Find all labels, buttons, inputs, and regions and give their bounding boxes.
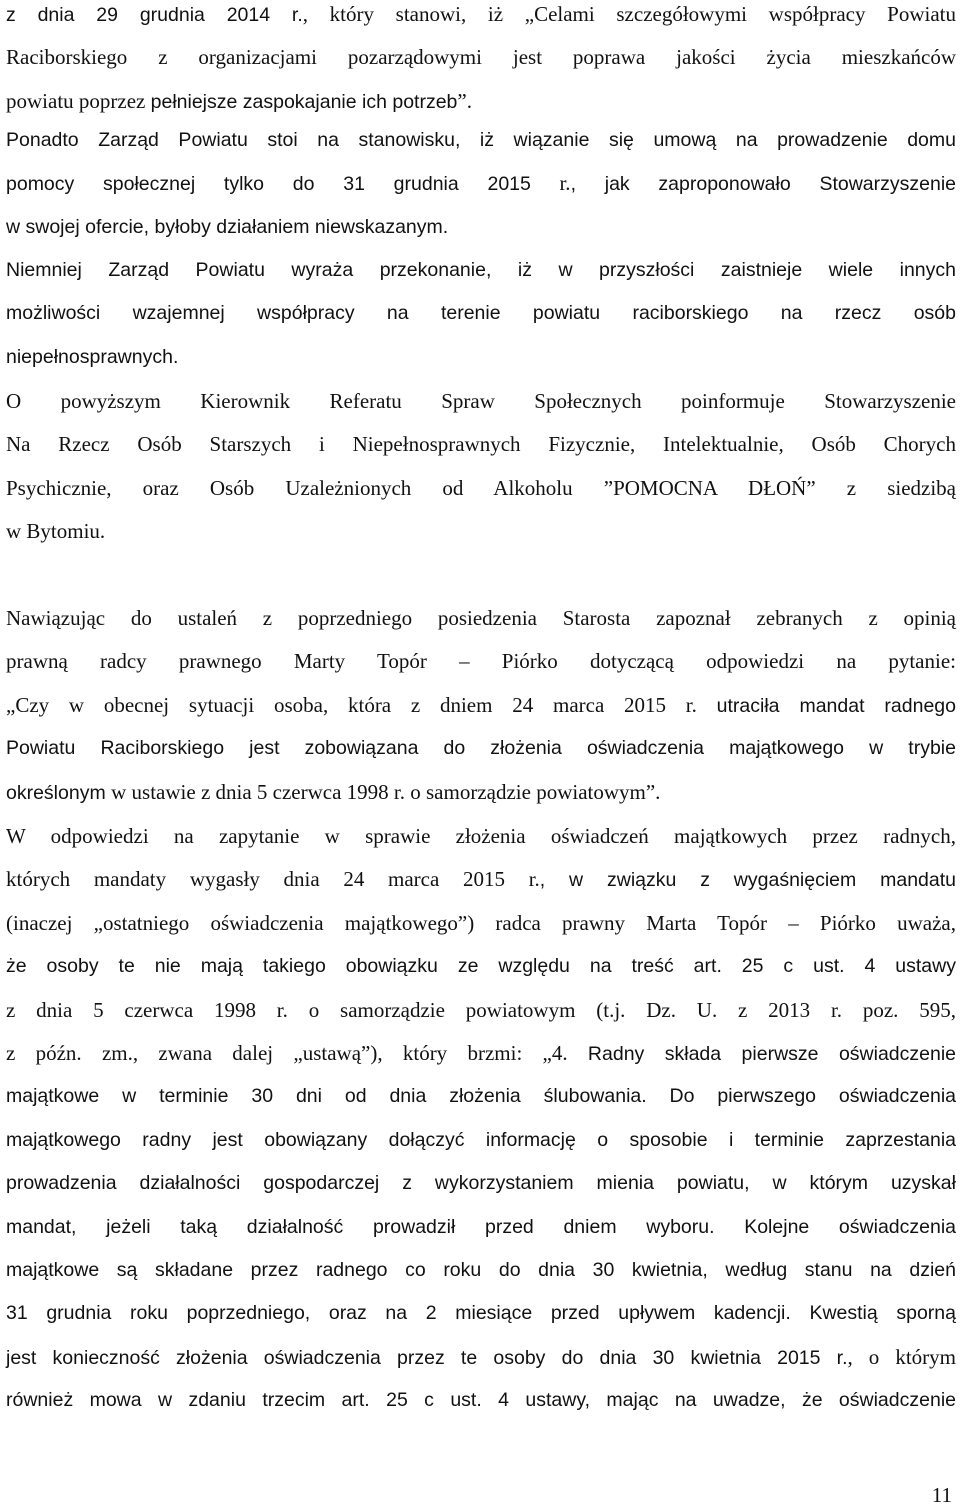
text-run: Niemniej Zarząd Powiatu wyraża przekonanie, iż w przyszłości zaistnieje wiele innych — [6, 259, 956, 281]
text-run: , jak zaproponowało Stowarzyszenie — [570, 173, 956, 196]
text-line — [6, 1206, 956, 1249]
text-run: Radny składa pierwsze oświadczenie — [587, 1042, 957, 1065]
text-run: 31 grudnia roku poprzedniego, oraz na 2 miesiące przed upływem kadencji. Kwestią sporną — [6, 1302, 956, 1325]
text-line — [6, 292, 956, 335]
text-run: , który stanowi, iż „Celami szczegółowymi współpracy Powiatu — [302, 2, 956, 26]
text-run: których mandaty wygasły dnia 24 marca 2015 r. — [6, 867, 540, 892]
text-run: majątkowe są składane przez radnego co roku do dnia 30 kwietnia, według stanu na dzień — [6, 1258, 956, 1281]
text-run: Raciborskiego z organizacjami pozarządowymi jest poprawa jakości życia mieszkańców — [6, 45, 956, 70]
text-run: w Bytomiu. — [6, 519, 106, 544]
text-run: jest konieczność złożenia oświadczenia przez te osoby do dnia 30 kwietnia 2015 r. — [6, 1346, 848, 1369]
text-line — [6, 1249, 956, 1292]
text-run: Powiatu Raciborskiego jest zobowiązana do złożenia oświadczenia majątkowego w trybie — [6, 737, 956, 760]
text-line — [6, 597, 956, 640]
text-run: pomocy społecznej tylko do 31 grudnia 2015 — [6, 173, 531, 196]
text-line — [6, 336, 956, 379]
text-run: niepełnosprawnych. — [6, 345, 179, 368]
text-run: „Czy w obecnej sytuacji osoba, która z dniem 24 marca 2015 r. — [6, 692, 717, 717]
text-line — [6, 510, 956, 553]
text-line — [6, 162, 956, 205]
text-run: mandat, jeżeli taką działalność prowadził przed dniem wyboru. Kolejne oświadczenia — [6, 1215, 956, 1238]
text-line — [6, 0, 956, 36]
text-run: majątkowe w terminie 30 dni od dnia złożenia ślubowania. Do pierwszego oświadczenia — [6, 1085, 956, 1108]
text-run: powiatu poprzez — [6, 88, 151, 113]
text-line — [6, 1075, 956, 1118]
paragraph-2 — [6, 119, 956, 249]
text-line — [6, 727, 956, 770]
text-line — [6, 467, 956, 510]
text-run: określonym — [6, 781, 112, 804]
text-line — [6, 380, 956, 423]
text-line — [6, 206, 956, 249]
paragraph-3 — [6, 249, 956, 379]
text-run: z późn. zm., zwana dalej „ustawą”), który brzmi: „4. — [6, 1040, 588, 1065]
text-line — [6, 1119, 956, 1162]
text-line — [6, 1032, 956, 1075]
paragraph-4 — [6, 380, 956, 554]
text-run: Psychicznie, oraz Osób Uzależnionych od Alkoholu ”POMOCNA DŁOŃ” z siedzibą — [6, 475, 956, 500]
paragraph-1 — [6, 0, 956, 123]
text-run: z dnia 29 grudnia 2014 r. — [6, 4, 303, 26]
text-line — [6, 1162, 956, 1205]
text-line — [6, 249, 956, 292]
page-number: 11 — [931, 1483, 952, 1507]
text-line — [6, 902, 956, 945]
text-run: Nawiązując do ustaleń z poprzedniego posiedzenia Starosta zapoznał zebranych z opinią — [6, 606, 956, 630]
text-run: pełniejsze zaspokajanie ich potrzeb — [150, 90, 458, 113]
paragraph-5 — [6, 597, 956, 814]
text-run: również mowa w zdaniu trzecim art. 25 c ust. 4 ustawy, mając na uwadze, że oświadczenie — [6, 1389, 956, 1412]
text-run: ”. — [457, 88, 472, 113]
text-run: Ponadto Zarząd Powiatu stoi na stanowisku, iż wiązanie się umową na prowadzenie domu — [6, 129, 956, 151]
text-run: Na Rzecz Osób Starszych i Niepełnosprawnych Fizycznie, Intelektualnie, Osób Chorych — [6, 432, 956, 457]
text-line — [6, 119, 956, 162]
text-run: w ustawie z dnia 5 czerwca 1998 r. o samorządzie powiatowym”. — [111, 779, 661, 804]
text-run: z dnia 5 czerwca 1998 r. o samorządzie powiatowym (t.j. Dz. U. z 2013 r. poz. 595, — [6, 997, 956, 1022]
text-line — [6, 684, 956, 727]
text-line — [6, 1336, 956, 1379]
text-run: prowadzenia działalności gospodarczej z wykorzystaniem mienia powiatu, w którym uzyskał — [6, 1172, 956, 1195]
text-run: prawną radcy prawnego Marty Topór – Piórko dotyczącą odpowiedzi na pytanie: — [6, 649, 956, 674]
text-run: (inaczej „ostatniego oświadczenia majątkowego”) radca prawny Marta Topór – Piórko uważa, — [6, 910, 956, 935]
text-line — [6, 771, 956, 814]
text-run: W odpowiedzi na zapytanie w sprawie złożenia oświadczeń majątkowych przez radnych, — [6, 824, 956, 848]
text-line — [6, 1292, 956, 1335]
text-line — [6, 945, 956, 988]
text-run: O powyższym Kierownik Referatu Spraw Społecznych poinformuje Stowarzyszenie — [6, 389, 956, 413]
text-run: r. — [530, 171, 571, 196]
text-run: w swojej ofercie, byłoby działaniem niewskazanym. — [6, 215, 449, 238]
text-line — [6, 80, 956, 123]
text-line — [6, 423, 956, 466]
text-line — [6, 815, 956, 858]
text-line — [6, 858, 956, 901]
text-line — [6, 1379, 956, 1422]
text-line — [6, 36, 956, 79]
text-run: że osoby te nie mają takiego obowiązku ze względu na treść art. 25 c ust. 4 ustawy — [6, 955, 956, 978]
text-run: utraciła mandat radnego — [716, 694, 956, 717]
text-line — [6, 989, 956, 1032]
text-run: , o którym — [847, 1344, 957, 1369]
text-line — [6, 640, 956, 683]
text-run: możliwości wzajemnej współpracy na terenie powiatu raciborskiego na rzecz osób — [6, 302, 956, 325]
paragraph-6 — [6, 815, 956, 1422]
text-run: , w związku z wygaśnięciem mandatu — [539, 869, 957, 892]
text-run: majątkowego radny jest obowiązany dołączyć informację o sposobie i terminie zaprzestania — [6, 1128, 956, 1151]
